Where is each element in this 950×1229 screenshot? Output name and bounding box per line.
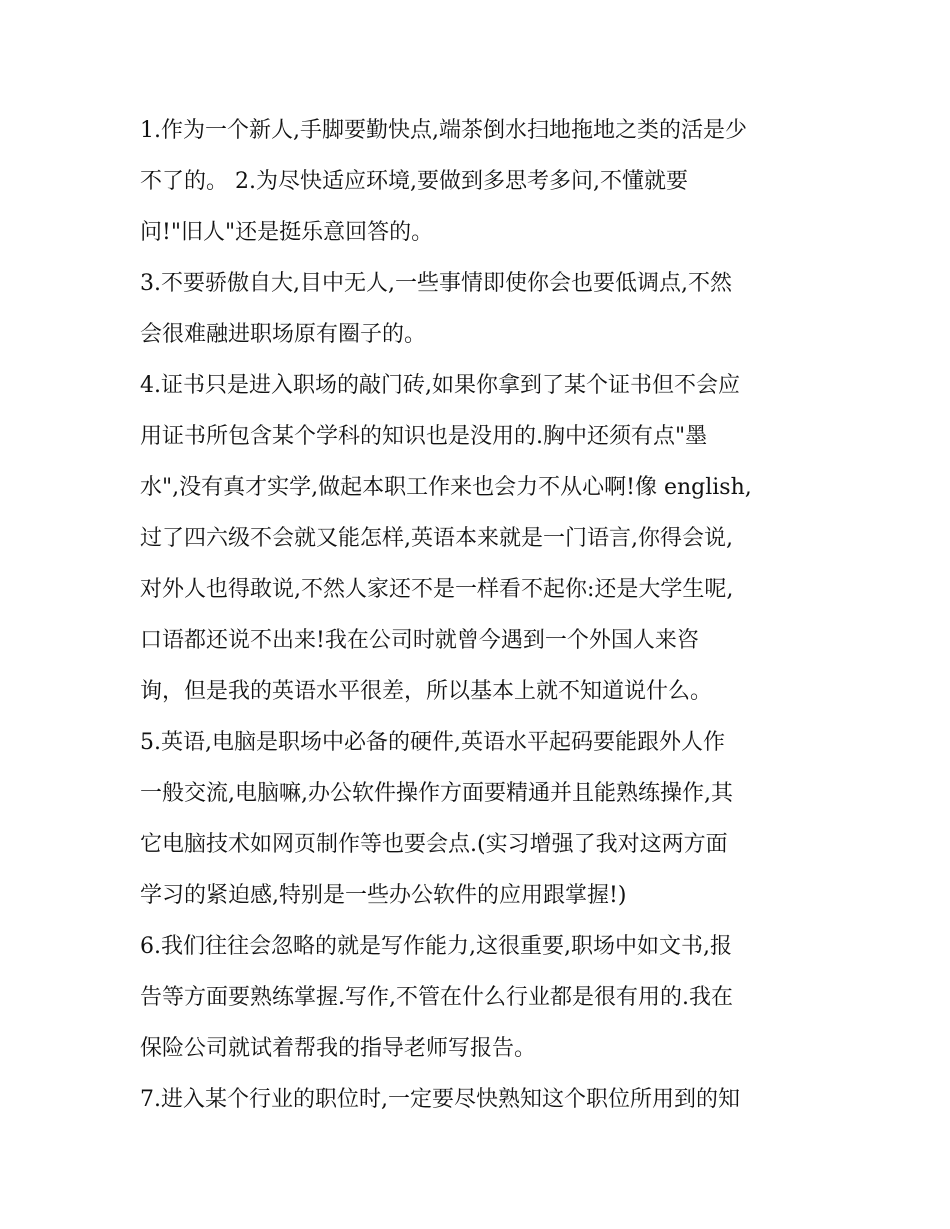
- text-line: 学习的紧迫感,特别是一些办公软件的应用跟掌握!): [140, 883, 627, 908]
- text-line: 7.进入某个行业的职位时,一定要尽快熟知这个职位所用到的知: [140, 1087, 740, 1112]
- text-line: 对外人也得敢说,不然人家还不是一样看不起你:还是大学生呢,: [140, 577, 734, 602]
- text-line: 4.证书只是进入职场的敲门砖,如果你拿到了某个证书但不会应: [140, 373, 740, 398]
- text-line: 它电脑技术如网页制作等也要会点.(实习增强了我对这两方面: [140, 832, 728, 857]
- text-line: 6.我们往往会忽略的就是写作能力,这很重要,职场中如文书,报: [140, 934, 732, 959]
- text-line: 询，但是我的英语水平很差，所以基本上就不知道说什么。: [140, 679, 713, 704]
- text-line: 问!"旧人"还是挺乐意回答的。: [140, 220, 434, 245]
- document-body: [140, 105, 820, 1125]
- text-line: 水",没有真才实学,做起本职工作来也会力不从心啊!像 english,: [140, 475, 752, 500]
- text-line: 3.不要骄傲自大,目中无人,一些事情即使你会也要低调点,不然: [140, 271, 732, 296]
- text-line: 一般交流,电脑嘛,办公软件操作方面要精通并且能熟练操作,其: [140, 781, 733, 806]
- text-line: 不了的。 2.为尽快适应环境,要做到多思考多问,不懂就要: [140, 169, 688, 194]
- text-line: 保险公司就试着帮我的指导老师写报告。: [140, 1036, 537, 1061]
- text-line: 口语都还说不出来!我在公司时就曾今遇到一个外国人来咨: [140, 628, 699, 653]
- text-line: 过了四六级不会就又能怎样,英语本来就是一门语言,你得会说,: [140, 526, 733, 551]
- text-line: 会很难融进职场原有圈子的。: [140, 322, 427, 347]
- text-line: 用证书所包含某个学科的知识也是没用的.胸中还须有点"墨: [140, 424, 708, 449]
- text-line: 5.英语,电脑是职场中必备的硬件,英语水平起码要能跟外人作: [140, 730, 725, 755]
- text-line: 1.作为一个新人,手脚要勤快点,端茶倒水扫地拖地之类的活是少: [140, 118, 747, 143]
- text-line: 告等方面要熟练掌握.写作,不管在什么行业都是很有用的.我在: [140, 985, 733, 1010]
